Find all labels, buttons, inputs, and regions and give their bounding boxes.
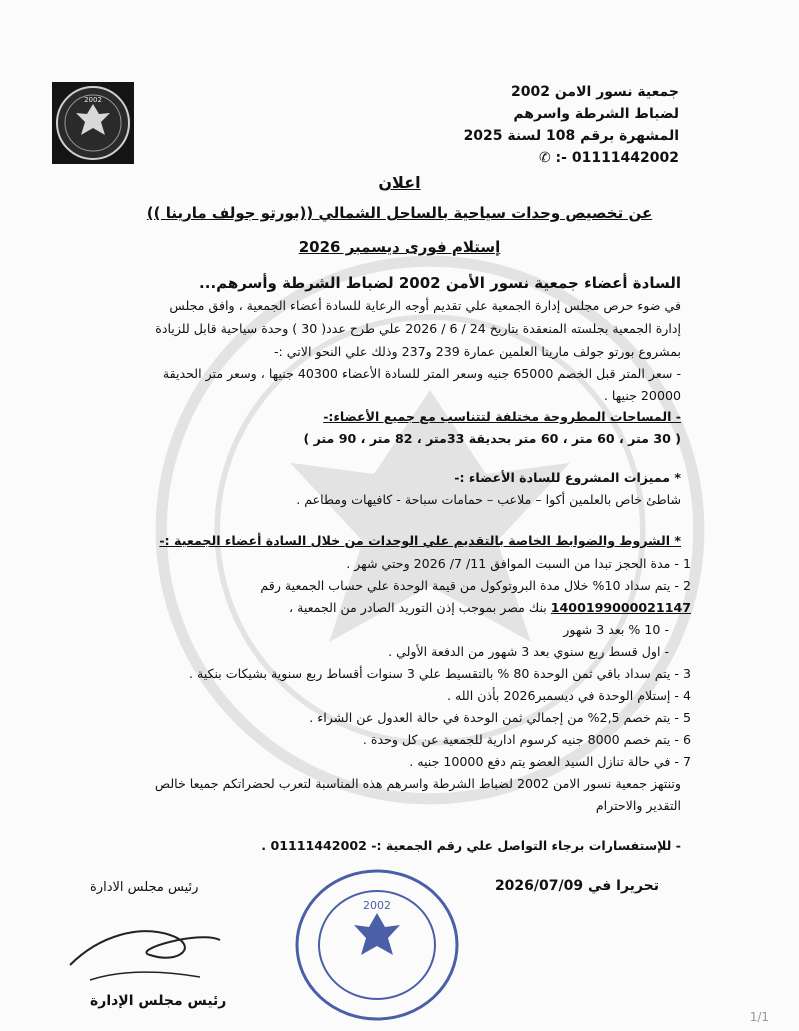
term-2: 2 - يتم سداد 10% خلال مدة البروتوكول من قيمة الوحدة علي حساب الجمعية رقم — [260, 578, 691, 593]
term-2-installment-2: - اول قسط ربع سنوي بعد 3 شهور من الدفعة الأولي . — [388, 644, 669, 659]
paragraph-2: إدارة الجمعية بجلسته المنعقدة بتاريخ 24 / 6 / 2026 علي طرح عدد( 30 ) وحدة سياحية قابل للزيادة — [155, 321, 681, 336]
signature-area — [60, 905, 230, 1009]
term-5: 5 - يتم خصم 2,5% من إجمالي ثمن الوحدة في حالة العدول عن الشراء . — [309, 710, 691, 725]
header-line-2: لضباط الشرطة واسرهم — [513, 106, 679, 122]
official-seal — [292, 865, 462, 1025]
closing-1: وتنتهز جمعية نسور الامن 2002 لضباط الشرطة واسرهم هذه المناسبة لتعرب لحضراتكم جميعا خالص — [154, 776, 681, 791]
term-1: 1 - مدة الحجز تبدا من السبت الموافق 11/ 7/ 2026 وحتي شهر . — [346, 556, 691, 571]
header-phone: 01111442002 -: ✆ — [538, 150, 679, 166]
header-line-3: المشهرة برقم 108 لسنة 2025 — [463, 128, 679, 144]
account-bank: بنك مصر بموجب إذن التوريد الصادر من الجمعية ، — [289, 600, 551, 615]
paragraph-1: في ضوء حرص مجلس إدارة الجمعية علي تقديم أوجه الرعاية للسادة أعضاء الجمعية ، وافق مجلس — [169, 298, 681, 313]
term-4: 4 - إستلام الوحدة في ديسمبر2026 بأذن الله . — [446, 688, 691, 703]
paragraph-5: 20000 جنيها . — [603, 388, 681, 403]
association-logo — [52, 82, 134, 164]
paragraph-4: - سعر المتر قبل الخصم 65000 جنيه وسعر المتر للسادة الأعضاء 40300 جنيها ، وسعر متر الحديقة — [162, 366, 681, 381]
board-chair-title: رئيس مجلس الادارة — [90, 880, 199, 895]
title: اعلان — [378, 173, 421, 192]
areas-list: ( 30 متر ، 60 متر ، 60 متر بحديقة 33متر ، 82 متر ، 90 متر ) — [303, 431, 681, 446]
greeting: السادة أعضاء جمعية نسور الأمن 2002 لضباط الشرطة وأسرهم... — [199, 274, 681, 292]
page-number: 1/1 — [749, 1010, 769, 1024]
account-number: 1400199000021147 — [550, 600, 691, 615]
header-line-1: جمعية نسور الامن 2002 — [510, 84, 679, 100]
seal-text: 2002 — [363, 899, 391, 912]
term-6: 6 - يتم خصم 8000 جنيه كرسوم ادارية للجمعية عن كل وحدة . — [362, 732, 691, 747]
terms-title: * الشروط والضوابط الخاصة بالتقديم علي الوحدات من خلال السادة أعضاء الجمعية :- — [159, 533, 681, 548]
features-list: شاطئ خاص بالعلمين أكوا – ملاعب – حمامات سباحة - كافيهات ومطاعم . — [296, 492, 681, 507]
issue-date: تحريرا في 2026/07/09 — [494, 878, 659, 894]
term-2-account-line — [289, 600, 691, 615]
term-7: 7 - في حالة تنازل السيد العضو يتم دفع 10000 جنيه . — [409, 754, 691, 769]
inquiry-line: - للإستفسارات برجاء التواصل علي رقم الجمعية :- 01111442002 . — [261, 838, 681, 853]
closing-2: التقدير والاحترام — [595, 798, 681, 813]
handwritten-signature — [60, 905, 230, 995]
areas-title: - المساحات المطروحة مختلفة لتتناسب مع جميع الأعضاء:- — [323, 409, 681, 424]
subtitle-2: إستلام فورى ديسمبر 2026 — [298, 238, 501, 256]
signature-label: رئيس مجلس الإدارة — [90, 993, 227, 1009]
logo-text: 2002 — [84, 96, 102, 104]
paragraph-3: بمشروع بورتو جولف مارينا العلمين عمارة 239 و237 وذلك علي النحو الاتي :- — [273, 344, 681, 359]
term-2-installment-1: - 10 % بعد 3 شهور — [563, 622, 669, 637]
subtitle: عن تخصيص وحدات سياحية بالساحل الشمالي ((بورتو جولف مارينا )) — [146, 204, 653, 222]
term-3: 3 - يتم سداد باقي ثمن الوحدة 80 % بالتقسيط علي 3 سنوات أقساط ربع سنوية بشيكات بنكية . — [188, 666, 691, 681]
features-title: * مميزات المشروع للسادة الأعضاء :- — [454, 470, 681, 485]
